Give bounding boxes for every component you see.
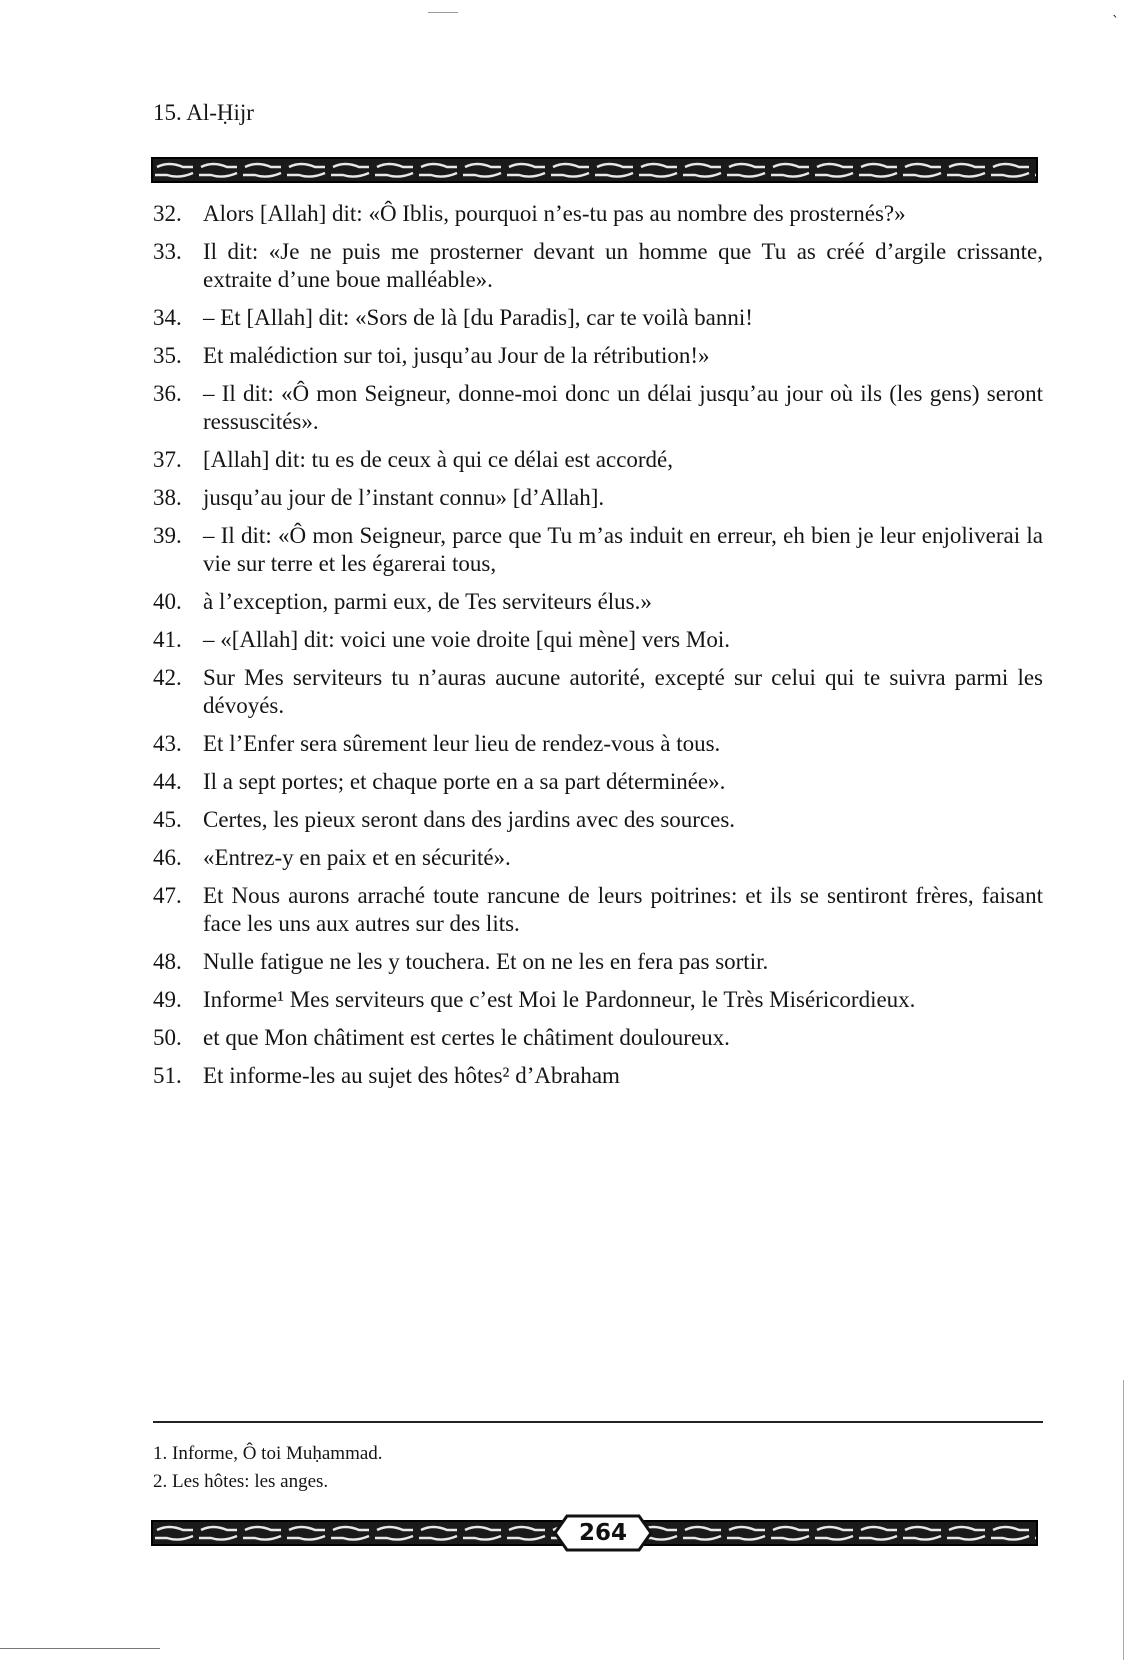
scan-mark: ˎ xyxy=(1112,2,1119,18)
verse-number: 32. xyxy=(153,201,182,226)
verse-number: 50. xyxy=(153,1025,182,1050)
verse-48 xyxy=(153,948,1043,976)
verse-36 xyxy=(153,380,1043,436)
verse-text: Alors [Allah] dit: «Ô Iblis, pourquoi n’es-tu pas au nombre des prosternés?» xyxy=(203,201,906,226)
verse-text: «Entrez-y en paix et en sécurité». xyxy=(203,845,511,870)
verse-text: [Allah] dit: tu es de ceux à qui ce délai est accordé, xyxy=(203,447,674,472)
verse-text: et que Mon châtiment est certes le châtiment douloureux. xyxy=(203,1025,730,1050)
verse-list xyxy=(153,200,1043,1100)
verse-number: 33. xyxy=(153,239,182,264)
verse-number: 47. xyxy=(153,883,182,908)
verse-number: 42. xyxy=(153,665,182,690)
verse-number: 43. xyxy=(153,731,182,756)
verse-text: jusqu’au jour de l’instant connu» [d’Allah]. xyxy=(203,485,605,510)
verse-37 xyxy=(153,446,1043,474)
verse-44 xyxy=(153,768,1043,796)
ornamental-band-top xyxy=(151,157,1038,183)
verse-text: Et l’Enfer sera sûrement leur lieu de rendez-vous à tous. xyxy=(203,731,721,756)
verse-text: – Il dit: «Ô mon Seigneur, parce que Tu m’as induit en erreur, eh bien je leur enjoliverai la vie sur terre et les égarerai tous, xyxy=(203,523,1043,576)
verse-number: 44. xyxy=(153,769,182,794)
page-number-badge xyxy=(553,1512,653,1554)
footnotes xyxy=(153,1440,1043,1496)
verse-text: Et Nous aurons arraché toute rancune de leurs poitrines: et ils se sentiront frères, faisant face les uns aux autres sur des lits. xyxy=(203,883,1043,936)
verse-51 xyxy=(153,1062,1043,1090)
verse-45 xyxy=(153,806,1043,834)
verse-number: 39. xyxy=(153,523,182,548)
verse-number: 41. xyxy=(153,627,182,652)
page-number: 264 xyxy=(578,1520,627,1546)
verse-46 xyxy=(153,844,1043,872)
verse-number: 35. xyxy=(153,343,182,368)
verse-text: Sur Mes serviteurs tu n’auras aucune autorité, excepté sur celui qui te suivra parmi les dévoyés. xyxy=(203,665,1043,718)
verse-text: Et malédiction sur toi, jusqu’au Jour de la rétribution!» xyxy=(203,343,710,368)
verse-text: Il a sept portes; et chaque porte en a sa part déterminée». xyxy=(203,769,726,794)
verse-33 xyxy=(153,238,1043,294)
verse-number: 45. xyxy=(153,807,182,832)
ornament-pattern xyxy=(153,159,1038,183)
verse-text: Informe¹ Mes serviteurs que c’est Moi le Pardonneur, le Très Miséricordieux. xyxy=(203,987,916,1012)
verse-43 xyxy=(153,730,1043,758)
verse-47 xyxy=(153,882,1043,938)
verse-40 xyxy=(153,588,1043,616)
verse-text: Certes, les pieux seront dans des jardins avec des sources. xyxy=(203,807,736,832)
verse-text: Nulle fatigue ne les y touchera. Et on ne les en fera pas sortir. xyxy=(203,949,769,974)
verse-number: 51. xyxy=(153,1063,182,1088)
verse-number: 34. xyxy=(153,305,182,330)
verse-35 xyxy=(153,342,1043,370)
verse-32 xyxy=(153,200,1043,228)
footnote-2: 2. Les hôtes: les anges. xyxy=(153,1471,329,1492)
footnote-1: 1. Informe, Ô toi Muḥammad. xyxy=(153,1443,383,1464)
scan-artifact-bottom xyxy=(0,1648,160,1649)
footnote-rule xyxy=(153,1421,1043,1423)
verse-41 xyxy=(153,626,1043,654)
verse-text: – «[Allah] dit: voici une voie droite [qui mène] vers Moi. xyxy=(203,627,730,652)
verse-number: 36. xyxy=(153,381,182,406)
verse-number: 37. xyxy=(153,447,182,472)
verse-49 xyxy=(153,986,1043,1014)
verse-38 xyxy=(153,484,1043,512)
verse-text: à l’exception, parmi eux, de Tes serviteurs élus.» xyxy=(203,589,652,614)
scan-artifact-right xyxy=(1123,1380,1124,1660)
verse-text: Et informe-les au sujet des hôtes² d’Abraham xyxy=(203,1063,620,1088)
surah-header: 15. Al-Ḥijr xyxy=(153,100,254,125)
verse-42 xyxy=(153,664,1043,720)
verse-text: – Et [Allah] dit: «Sors de là [du Paradis], car te voilà banni! xyxy=(203,305,753,330)
verse-number: 48. xyxy=(153,949,182,974)
verse-34 xyxy=(153,304,1043,332)
scan-artifact-top xyxy=(428,12,458,13)
verse-number: 46. xyxy=(153,845,182,870)
verse-text: – Il dit: «Ô mon Seigneur, donne-moi donc un délai jusqu’au jour où ils (les gens) seront ressuscités». xyxy=(203,381,1043,434)
verse-number: 40. xyxy=(153,589,182,614)
verse-number: 38. xyxy=(153,485,182,510)
verse-text: Il dit: «Je ne puis me prosterner devant un homme que Tu as créé d’argile crissante, extraite d’une boue malléable». xyxy=(203,239,1043,292)
verse-39 xyxy=(153,522,1043,578)
verse-50 xyxy=(153,1024,1043,1052)
verse-number: 49. xyxy=(153,987,182,1012)
